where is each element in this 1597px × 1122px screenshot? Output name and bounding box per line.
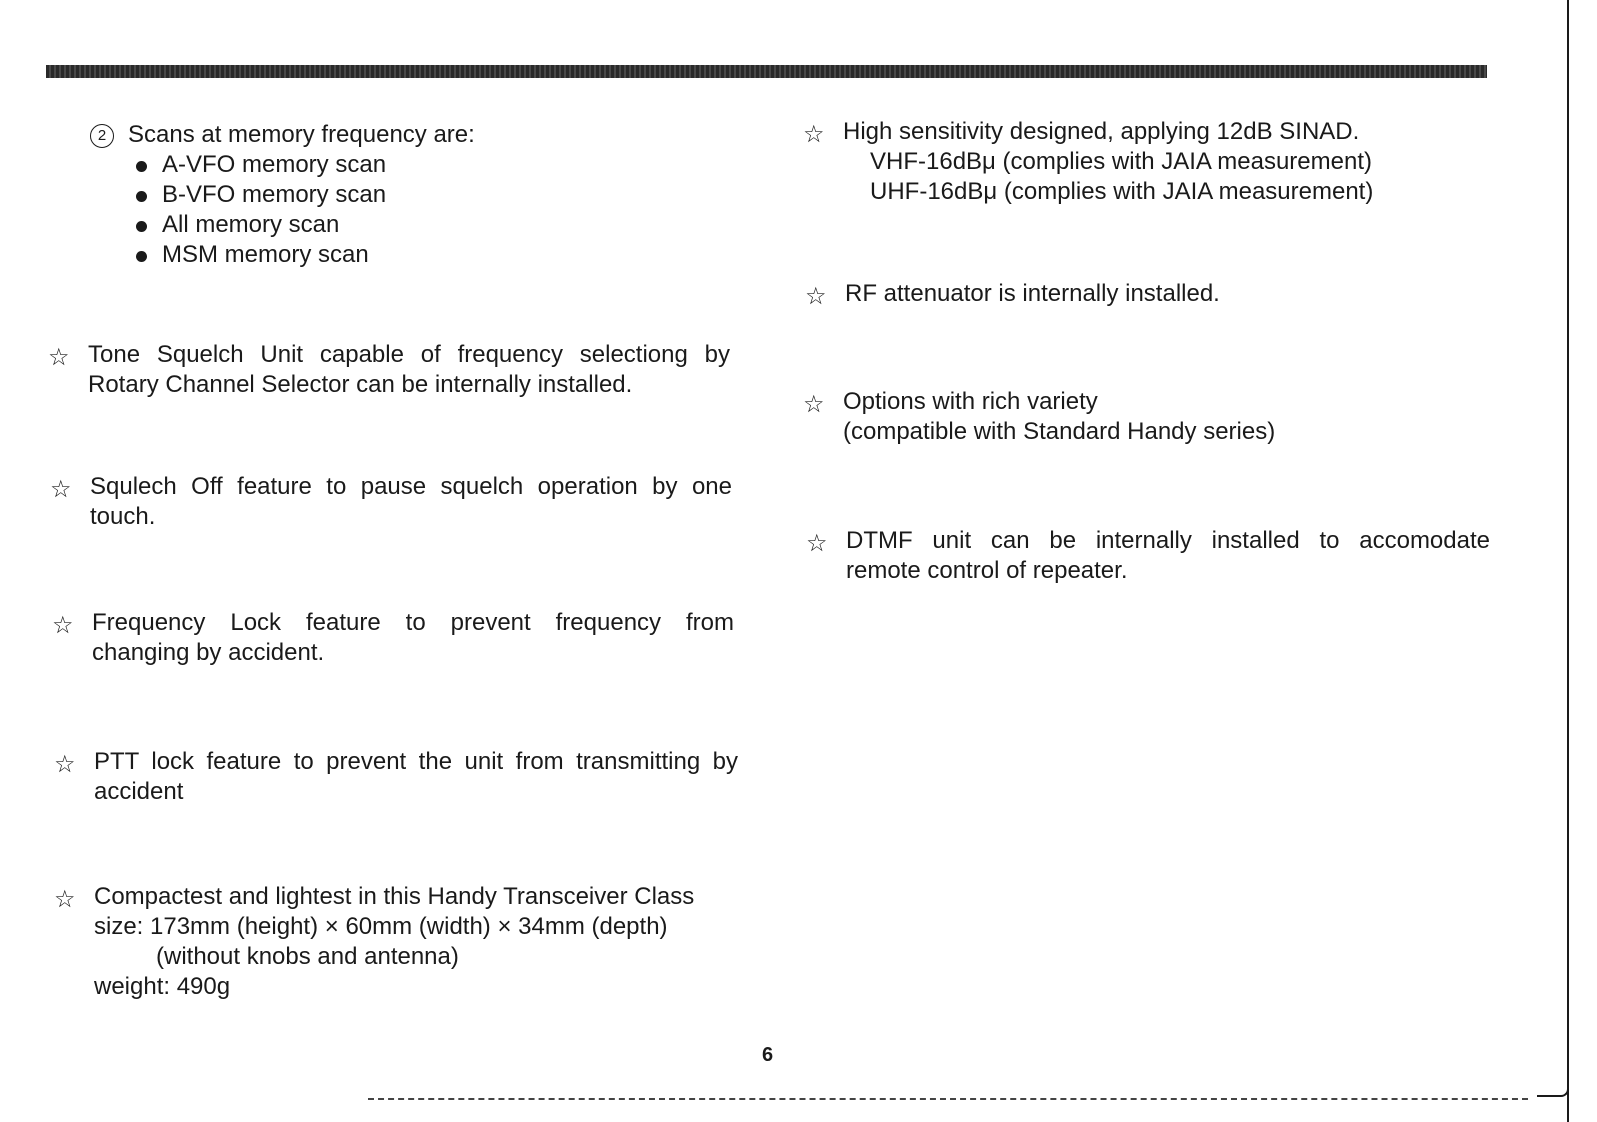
feature-line: Frequency Lock feature to prevent frequency from xyxy=(92,609,734,636)
feature-ptt-lock xyxy=(54,747,738,807)
feature-line: weight: 490g xyxy=(94,973,231,1000)
feature-line: Rotary Channel Selector can be internally installed. xyxy=(88,371,633,398)
list-item: All memory scan xyxy=(136,210,475,240)
feature-line: High sensitivity designed, applying 12dB SINAD. xyxy=(843,118,1360,145)
scan-heading xyxy=(90,120,475,150)
feature-rf-attenuator xyxy=(805,279,1445,309)
feature-line: remote control of repeater. xyxy=(846,557,1128,584)
feature-line: Tone Squelch Unit capable of frequency selectiong by xyxy=(88,341,730,368)
scan-list xyxy=(90,150,475,270)
list-item: A-VFO memory scan xyxy=(136,150,475,180)
star-icon: ☆ xyxy=(805,282,827,310)
list-item: B-VFO memory scan xyxy=(136,180,475,210)
feature-line: Compactest and lightest in this Handy Transceiver Class xyxy=(94,883,695,910)
star-icon: ☆ xyxy=(52,611,74,639)
page-edge-corner xyxy=(1537,1085,1569,1097)
feature-line: PTT lock feature to prevent the unit from transmitting by xyxy=(94,748,738,775)
feature-dtmf xyxy=(806,526,1490,586)
feature-line: Squlech Off feature to pause squelch operation by one xyxy=(90,473,732,500)
feature-high-sensitivity xyxy=(803,117,1443,207)
star-icon: ☆ xyxy=(54,750,76,778)
feature-line: changing by accident. xyxy=(92,639,325,666)
star-icon: ☆ xyxy=(803,120,825,148)
top-decorative-rule xyxy=(46,65,1487,78)
star-icon: ☆ xyxy=(803,390,825,418)
scan-heading-text: Scans at memory frequency are: xyxy=(128,121,475,148)
feature-line: UHF-16dBμ (complies with JAIA measurement) xyxy=(870,178,1374,205)
feature-options xyxy=(803,387,1443,447)
feature-line: (without knobs and antenna) xyxy=(156,943,459,970)
feature-squelch-off xyxy=(50,472,732,532)
bottom-rule xyxy=(368,1098,1528,1100)
feature-line: (compatible with Standard Handy series) xyxy=(843,418,1276,445)
circled-number: 2 xyxy=(90,124,114,148)
feature-line: VHF-16dBμ (complies with JAIA measurement) xyxy=(870,148,1372,175)
star-icon: ☆ xyxy=(48,343,70,371)
scan-section xyxy=(90,120,475,270)
feature-line: accident xyxy=(94,778,184,805)
list-item: MSM memory scan xyxy=(136,240,475,270)
feature-tone-squelch xyxy=(48,340,730,400)
feature-line: size: 173mm (height) × 60mm (width) × 34mm (depth) xyxy=(94,913,668,940)
page-number: 6 xyxy=(762,1044,774,1066)
star-icon: ☆ xyxy=(806,529,828,557)
feature-compact-size xyxy=(54,882,740,1002)
page-edge-line xyxy=(1567,0,1569,1122)
feature-line: Options with rich variety xyxy=(843,388,1098,415)
star-icon: ☆ xyxy=(54,885,76,913)
feature-line: RF attenuator is internally installed. xyxy=(845,280,1220,307)
feature-line: touch. xyxy=(90,503,156,530)
feature-frequency-lock xyxy=(52,608,734,668)
feature-line: DTMF unit can be internally installed to accomodate xyxy=(846,527,1490,554)
star-icon: ☆ xyxy=(50,475,72,503)
